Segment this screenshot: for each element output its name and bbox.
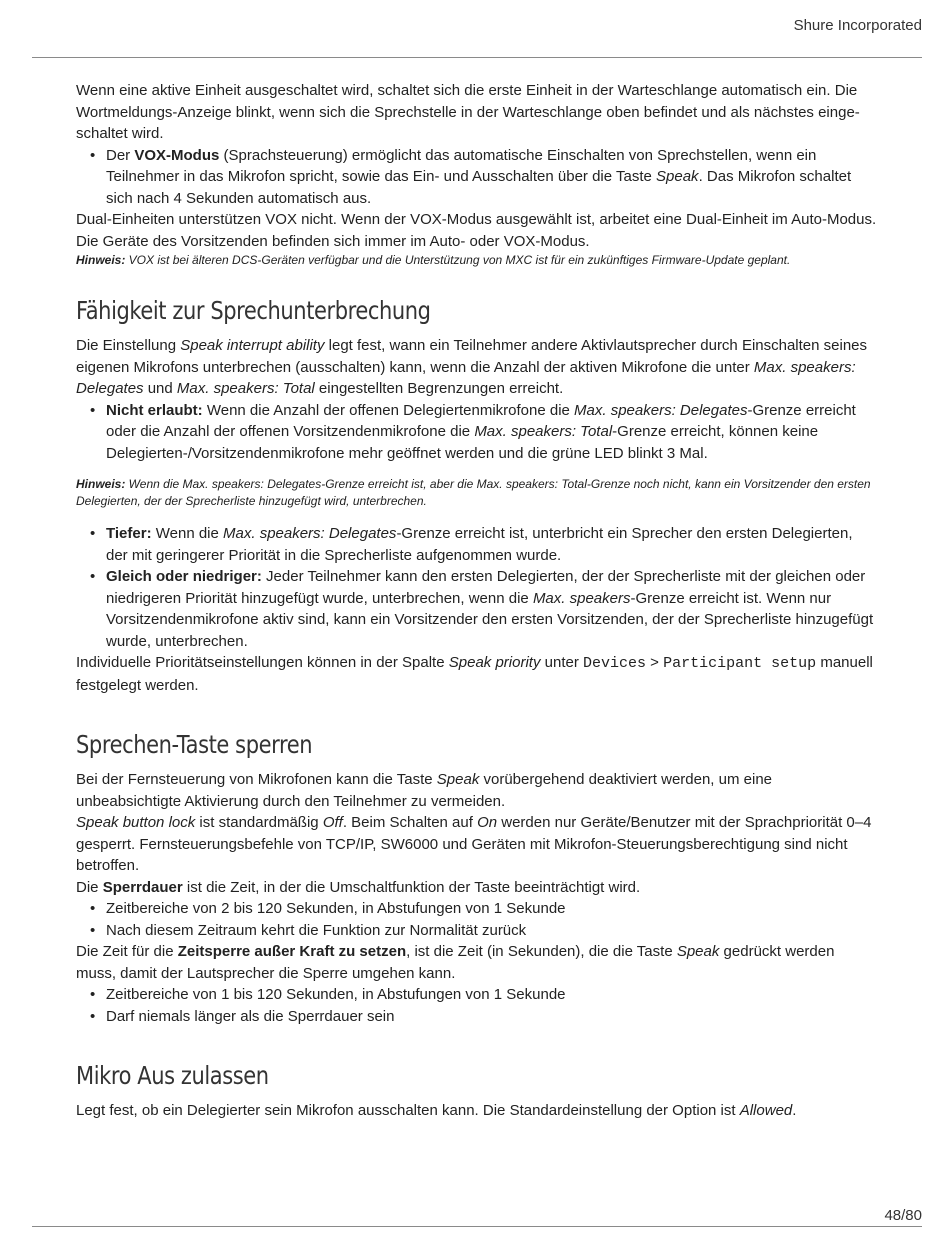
section-heading-mic-off: Mikro Aus zulassen <box>76 1061 269 1090</box>
speak-lock-default-paragraph <box>76 812 878 877</box>
s1b1-t1: Wenn die Anzahl der offenen Delegiertenmikrofone die <box>202 401 575 419</box>
note-text: VOX ist bei älteren DCS-Geräten verfügbar und die Unterstützung von MXC ist für ein zukünftiges Firmware-Update geplant. <box>125 253 791 267</box>
list-item: • Nach diesem Zeitraum kehrt die Funktion zur Normalität zurück <box>76 920 878 942</box>
vox-speak-term: Speak <box>656 168 699 185</box>
override-paragraph <box>76 941 878 984</box>
page-number: 48/80 <box>884 1207 922 1224</box>
s2p4-i1: Speak <box>676 943 720 960</box>
s1p2-t3: > <box>646 654 664 671</box>
page-content <box>76 80 878 1122</box>
priority-paragraph <box>76 652 878 696</box>
s1p2-t4: manuell festgelegt werden. <box>76 654 873 694</box>
s1b3-t2: -Grenze erreicht ist. Wenn nur Vorsitzendenmikrofone aktiv sind, kann ein Vorsitzender den ersten Vorsitzenden, der der Sprecherliste hinzugefügt wurde, unterbrechen. <box>106 589 874 650</box>
s1b2-t1: Wenn die <box>151 525 224 542</box>
s1p2-i1: Speak priority <box>448 654 541 671</box>
s2p3-t2: ist die Zeit, in der die Umschaltfunktion der Taste beeinträchtigt wird. <box>182 878 641 896</box>
list-item: • Darf niemals länger als die Sperrdauer sein <box>76 1006 878 1028</box>
s1b2-t2: -Grenze erreicht ist, unterbricht ein Sprecher den ersten Delegierten, der mit geringerer Priorität in die Sprecherliste aufgenommen wurde. <box>106 525 853 564</box>
note-text: Wenn die Max. speakers: Delegates-Grenze erreicht ist, aber die Max. speakers: Total-Grenze noch nicht, kann ein Vorsitzender den ersten Delegierten, der der Sprecherliste hinzugefügt wird, unterbrechen. <box>76 477 871 508</box>
s1b1-i2: Max. speakers: Total <box>474 423 613 440</box>
s1p2-t1: Individuelle Prioritätseinstellungen können in der Spalte <box>76 654 449 671</box>
note-label: Hinweis: <box>76 477 126 491</box>
s2p2-i1: Speak button lock <box>76 814 196 831</box>
dual-paragraph: Dual-Einheiten unterstützen VOX nicht. Wenn der VOX-Modus ausgewählt ist, arbeitet eine Dual-Einheit im Auto-Modus. Die Geräte des Vorsitzenden befinden sich immer im Auto- oder VOX-Modus. <box>76 211 877 250</box>
footer-divider <box>32 1226 922 1227</box>
s1p1-t4: eingestellten Begrenzungen erreicht. <box>314 380 564 397</box>
s2p4-t3: gedrückt werden muss, damit der Lautsprecher die Sperre umgehen kann. <box>76 943 835 982</box>
s2p1-i1: Speak <box>436 771 480 788</box>
s1b1-t3: -Grenze erreicht, können keine Delegierten-/Vorsitzendenmikrofone mehr geöffnet werden und die grüne LED blinkt 3 Mal. <box>106 423 819 462</box>
mic-off-paragraph <box>76 1100 878 1122</box>
s1b3-i1: Max. speakers <box>532 589 631 607</box>
lock-duration-paragraph <box>76 877 878 899</box>
vox-t2: (Sprachsteuerung) ermöglicht das automatische Einschalten von Sprechstellen, wenn ein Teilnehmer in das Mikrofon spricht, sowie das Ein- und Ausschalten über die Taste <box>106 146 817 185</box>
queue-paragraph: Wenn eine aktive Einheit ausgeschaltet wird, schaltet sich die erste Einheit in der Warteschlange automatisch ein. Die Wortmeldungs-Anzeige blinkt, wenn sich die Sprechstelle in der Warteschlange oben befindet und als nächstes eingeschaltet wird. <box>76 82 860 142</box>
s2p4-t1: Die Zeit für die <box>76 943 178 960</box>
equal-or-lower-label: Gleich oder niedriger: <box>106 568 262 585</box>
s2p2-i2: Off <box>322 814 343 831</box>
list-item: • Zeitbereiche von 2 bis 120 Sekunden, in Abstufungen von 1 Sekunde <box>76 898 878 920</box>
vox-note <box>76 252 878 269</box>
s2p2-t2: . Beim Schalten auf <box>342 814 478 831</box>
vox-list <box>76 145 878 210</box>
header-divider <box>32 57 922 58</box>
interrupt-list-a <box>76 400 878 465</box>
s3p1-t1: Legt fest, ob ein Delegierter sein Mikrofon ausschalten kann. Die Standardeinstellung der Option ist <box>76 1102 740 1119</box>
s3p1-t2: . <box>792 1102 797 1119</box>
list-item-lower <box>76 523 878 566</box>
s2p2-i3: On <box>477 814 498 831</box>
s2p1-t1: Bei der Fernsteuerung von Mikrofonen kann die Taste <box>76 771 437 788</box>
interrupt-list-b <box>76 523 878 652</box>
s1p2-t2: unter <box>540 654 583 671</box>
list-item-not-allowed <box>76 400 878 465</box>
interrupt-intro-paragraph <box>76 335 878 400</box>
section-heading-interrupt: Fähigkeit zur Sprechunterbrechung <box>76 296 431 325</box>
vox-mode-term: VOX-Modus <box>134 146 220 164</box>
s1p1-i1: Speak interrupt ability <box>180 337 325 354</box>
list-item-equal-or-lower <box>76 566 878 652</box>
s2p4-t2: , ist die Zeit (in Sekunden), die die Taste <box>406 943 677 960</box>
vox-t1: Der <box>106 146 135 164</box>
speak-lock-intro-paragraph <box>76 769 878 812</box>
s1b1-i1: Max. speakers: Delegates <box>574 401 748 419</box>
note-label: Hinweis: <box>76 253 126 267</box>
menu-path-devices: Devices <box>583 655 647 672</box>
lower-label: Tiefer: <box>106 525 152 542</box>
lock-duration-list <box>76 898 878 941</box>
s1p1-t2: legt fest, wann ein Teilnehmer andere Aktivlautsprecher durch Einschalten seines eigenen Mikrofons unterbrechen (ausschalten) kann, wenn die Anzahl der aktiven Mikrofone die unter <box>76 337 868 376</box>
interrupt-note <box>76 476 878 510</box>
s2p2-t3: werden nur Geräte/Benutzer mit der Sprachpriorität 0–4 gesperrt. Fernsteuerungsbefehle von TCP/IP, SW6000 und Geräten mit Mikrofon-Steuerungsberechtigung sind nicht betroffen. <box>76 814 872 874</box>
s1p1-i2: Max. speakers: Delegates <box>76 358 856 397</box>
s1p1-i3: Max. speakers: Total <box>176 380 315 397</box>
section-heading-speak-lock: Sprechen-Taste sperren <box>76 730 313 759</box>
vox-bullet <box>76 145 878 210</box>
s2p3-t1: Die <box>76 878 103 896</box>
s2p2-t1: ist standardmäßig <box>195 814 323 831</box>
s1b2-i1: Max. speakers: Delegates <box>223 525 397 542</box>
s1p1-t3: und <box>143 380 177 397</box>
lock-duration-term: Sperrdauer <box>102 878 183 896</box>
header-company: Shure Incorporated <box>793 17 922 34</box>
s2p1-t2: vorübergehend deaktiviert werden, um eine unbeabsichtigte Aktivierung durch den Teilnehmer zu vermeiden. <box>76 771 773 810</box>
override-term: Zeitsperre außer Kraft zu setzen <box>177 943 407 960</box>
s1p1-t1: Die Einstellung <box>76 337 181 354</box>
override-list <box>76 984 878 1027</box>
s3p1-i1: Allowed <box>739 1102 793 1119</box>
s1b1-t2: -Grenze erreicht oder die Anzahl der offenen Vorsitzendenmikrofone die <box>106 401 856 440</box>
not-allowed-label: Nicht erlaubt: <box>106 401 203 419</box>
menu-path-participant-setup: Participant setup <box>663 655 817 672</box>
list-item: • Zeitbereiche von 1 bis 120 Sekunden, in Abstufungen von 1 Sekunde <box>76 984 878 1006</box>
vox-t3: . Das Mikrofon schaltet sich nach 4 Sekunden automatisch aus. <box>106 168 852 207</box>
s1b3-t1: Jeder Teilnehmer kann den ersten Delegierten, der der Sprecherliste mit der gleichen oder niedrigeren Priorität hinzugefügt wurde, unterbrechen, wenn die <box>106 568 866 607</box>
